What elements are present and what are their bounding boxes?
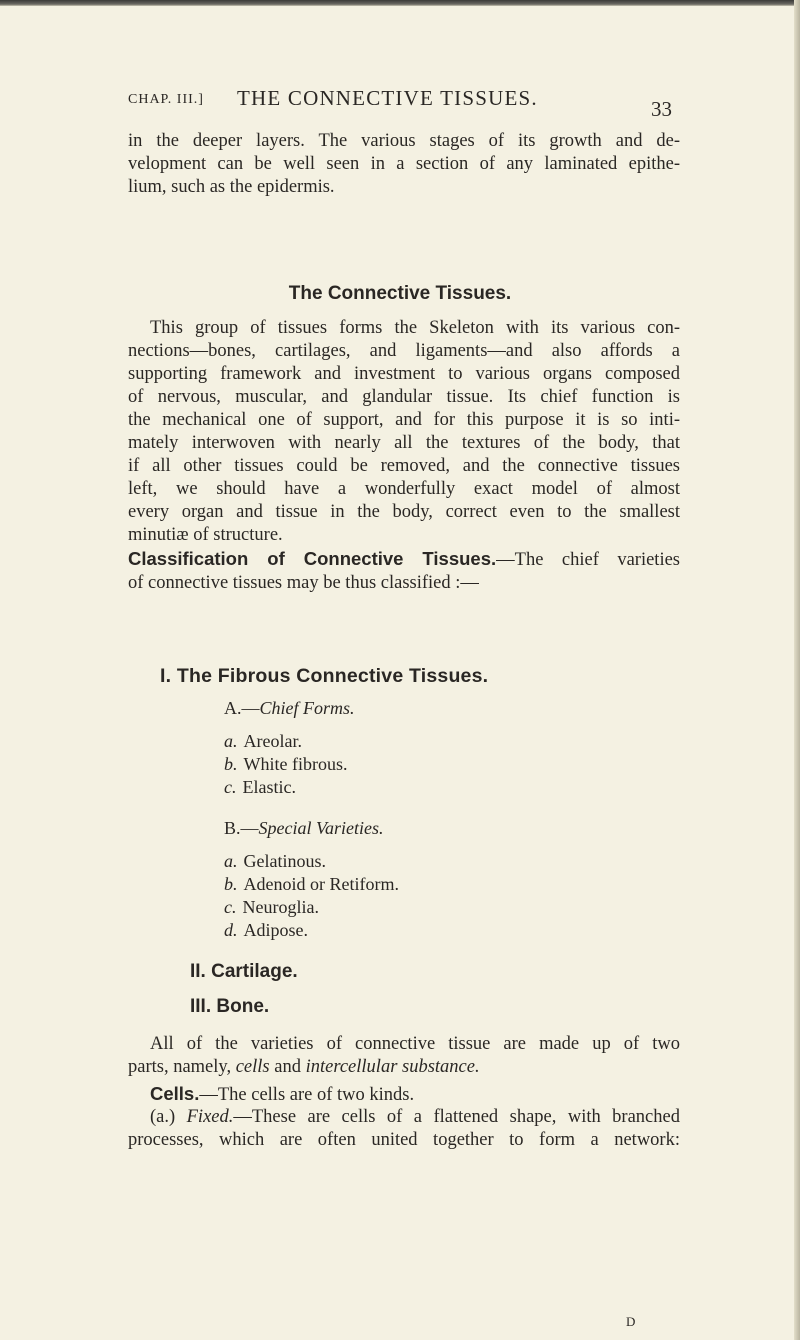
- subheading-chief-forms: [224, 698, 355, 719]
- text-line: of connective tissues may be thus classified :—: [128, 573, 479, 593]
- subheading-special-varieties: [224, 818, 384, 839]
- subheading-prefix: A.—: [224, 698, 260, 718]
- text-line: if all other tissues could be removed, and the connective tissues: [128, 456, 680, 476]
- list-letter: a.: [224, 851, 238, 871]
- text-line: of nervous, muscular, and glandular tissue. Its chief function is: [128, 387, 680, 407]
- text-line: lium, such as the epidermis.: [128, 177, 335, 197]
- parts-paragraph: [128, 1033, 680, 1079]
- text-line: minutiæ of structure.: [128, 525, 283, 545]
- text-line: every organ and tissue in the body, correct even to the smallest: [128, 502, 680, 522]
- list-text: Elastic.: [242, 777, 296, 797]
- list-text: Adipose.: [243, 920, 308, 940]
- subheading-text: Chief Forms.: [259, 698, 355, 718]
- running-head: [0, 86, 800, 121]
- intro-paragraph: [128, 130, 680, 199]
- classification-label: Classification of Connective Tissues.: [128, 548, 497, 569]
- group-heading-fibrous: I. The Fibrous Connective Tissues.: [160, 665, 489, 687]
- italic-term: Fixed.: [186, 1107, 234, 1127]
- subheading-text: Special Varieties.: [258, 818, 384, 838]
- signature-mark: D: [626, 1314, 636, 1329]
- text-line: [128, 1082, 680, 1107]
- list-item: [224, 897, 319, 918]
- list-letter: b.: [224, 754, 238, 774]
- fixed-cells-paragraph: [128, 1106, 680, 1152]
- group-heading-bone: III. Bone.: [190, 996, 270, 1017]
- list-text: Areolar.: [243, 731, 302, 751]
- list-item: [224, 851, 326, 872]
- list-item: [224, 920, 308, 941]
- text-line: nections—bones, cartilages, and ligaments—and also affords a: [128, 341, 680, 361]
- text-line: [128, 1106, 680, 1129]
- text-line: in the deeper layers. The various stages of its growth and de-: [128, 131, 680, 151]
- list-letter: d.: [224, 920, 238, 940]
- list-letter: c.: [224, 777, 237, 797]
- list-text: Gelatinous.: [243, 851, 326, 871]
- text-span: —These are cells of a flattened shape, with branched: [233, 1107, 680, 1127]
- cells-paragraph: [128, 1082, 680, 1107]
- text-span: (a.): [150, 1107, 187, 1127]
- text-span: parts, namely,: [128, 1057, 236, 1077]
- description-paragraph: [128, 317, 680, 547]
- list-letter: a.: [224, 731, 238, 751]
- text-line: processes, which are often united together to form a network:: [128, 1130, 680, 1150]
- text-line: the mechanical one of support, and for this purpose it is so inti-: [128, 410, 680, 430]
- text-line: left, we should have a wonderfully exact model of almost: [128, 479, 680, 499]
- list-item: [224, 874, 399, 895]
- list-item: [224, 777, 296, 798]
- text-line: All of the varieties of connective tissue are made up of two: [150, 1034, 680, 1054]
- page-number: 33: [651, 97, 672, 121]
- text-line: velopment can be well seen in a section of any laminated epithe-: [128, 154, 680, 174]
- italic-term: intercellular substance.: [305, 1057, 480, 1077]
- text-span: —The cells are of two kinds.: [199, 1085, 415, 1105]
- running-title: THE CONNECTIVE TISSUES.: [237, 86, 538, 110]
- text-line: [128, 547, 680, 572]
- list-text: Adenoid or Retiform.: [243, 874, 399, 894]
- text-line: [128, 1056, 680, 1079]
- text-line: mately interwoven with nearly all the textures of the body, that: [128, 433, 680, 453]
- text-line: This group of tissues forms the Skeleton with its various con-: [150, 318, 680, 338]
- classification-rest: —The chief varieties: [496, 550, 680, 570]
- text-line: supporting framework and investment to various organs composed: [128, 364, 680, 384]
- section-title: The Connective Tissues.: [288, 283, 512, 304]
- list-letter: b.: [224, 874, 238, 894]
- group-heading-cartilage: II. Cartilage.: [190, 961, 298, 982]
- list-text: White fibrous.: [243, 754, 348, 774]
- list-item: [224, 731, 302, 752]
- classification-paragraph: [128, 547, 680, 595]
- italic-term: cells: [235, 1057, 270, 1077]
- list-text: Neuroglia.: [242, 897, 319, 917]
- subheading-prefix: B.—: [224, 818, 259, 838]
- list-letter: c.: [224, 897, 237, 917]
- text-span: and: [269, 1057, 306, 1077]
- list-item: [224, 754, 347, 775]
- chapter-label: CHAP. III.]: [128, 92, 204, 107]
- cells-label: Cells.: [150, 1083, 200, 1104]
